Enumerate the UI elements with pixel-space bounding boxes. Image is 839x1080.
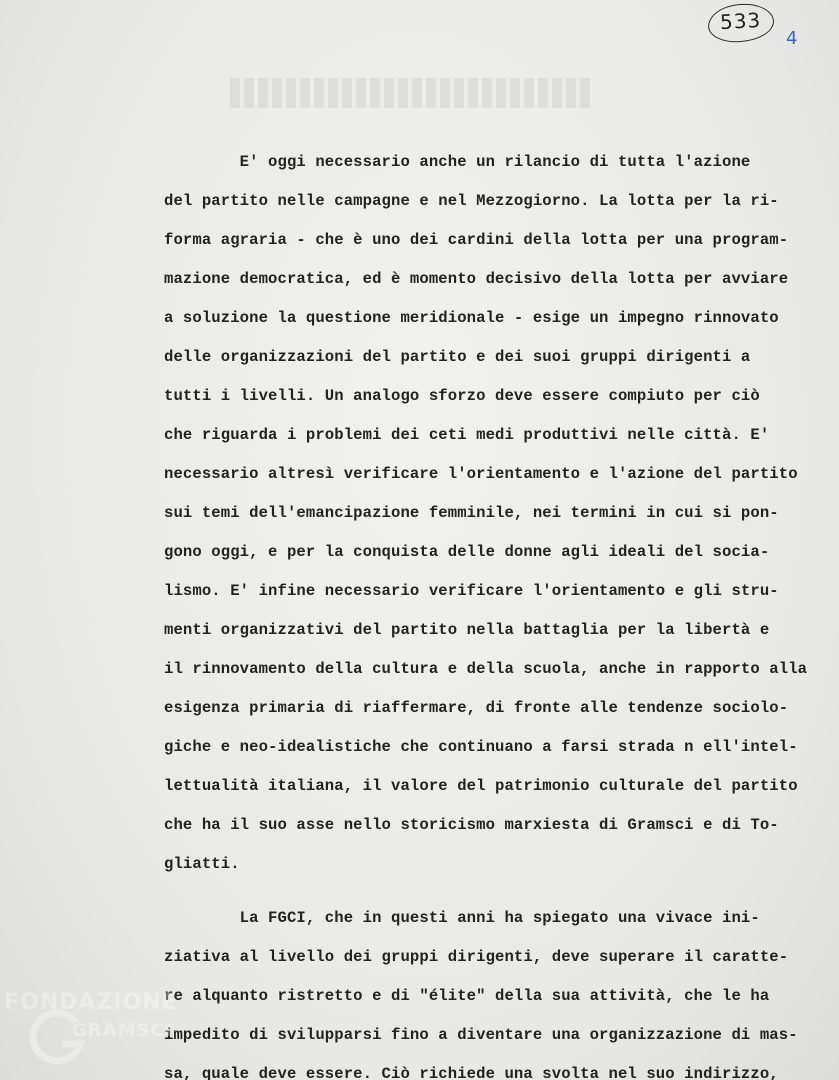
archive-number: 533 bbox=[719, 7, 762, 35]
text-line: sa, quale deve essere. Ciò richiede una svolta nel suo indirizzo, bbox=[164, 1065, 779, 1080]
text-line: gono oggi, e per la conquista delle donne agli ideali del socia- bbox=[164, 543, 770, 561]
text-line: del partito nelle campagne e nel Mezzogiorno. La lotta per la ri- bbox=[164, 192, 779, 210]
text-line: E' oggi necessario anche un rilancio di tutta l'azione bbox=[164, 153, 751, 171]
watermark-line-1: FONDAZIONE bbox=[4, 990, 178, 1015]
typewritten-body bbox=[164, 143, 836, 1080]
text-line: delle organizzazioni del partito e dei suoi gruppi dirigenti a bbox=[164, 348, 751, 366]
paragraph-2 bbox=[164, 899, 836, 1080]
page-number: 4 bbox=[786, 28, 798, 49]
text-line: necessario altresì verificare l'orientamento e l'azione del partito bbox=[164, 465, 798, 483]
text-line: giche e neo-idealistiche che continuano a farsi strada n ell'intel- bbox=[164, 738, 798, 756]
text-line: impedito di svilupparsi fino a diventare una organizzazione di mas- bbox=[164, 1026, 798, 1044]
text-line: gliatti. bbox=[164, 855, 240, 873]
watermark-line-2: GRAMSCI bbox=[72, 1020, 173, 1041]
text-line: mazione democratica, ed è momento decisivo della lotta per avviare bbox=[164, 270, 789, 288]
text-line: a soluzione la questione meridionale - esige un impegno rinnovato bbox=[164, 309, 779, 327]
text-line: menti organizzativi del partito nella battaglia per la libertà e bbox=[164, 621, 770, 639]
text-line: esigenza primaria di riaffermare, di fronte alle tendenze sociolo- bbox=[164, 699, 789, 717]
text-line: tutti i livelli. Un analogo sforzo deve essere compiuto per ciò bbox=[164, 387, 760, 405]
fondazione-gramsci-watermark bbox=[4, 990, 224, 1080]
text-line: forma agraria - che è uno dei cardini della lotta per una program- bbox=[164, 231, 789, 249]
bleed-through-text bbox=[230, 78, 590, 108]
text-line: il rinnovamento della cultura e della scuola, anche in rapporto alla bbox=[164, 660, 808, 678]
text-line: lettualità italiana, il valore del patrimonio culturale del partito bbox=[164, 777, 798, 795]
paragraph-gap bbox=[164, 884, 836, 899]
text-line: che ha il suo asse nello storicismo marxiesta di Gramsci e di To- bbox=[164, 816, 779, 834]
text-line: ziativa al livello dei gruppi dirigenti, deve superare il caratte- bbox=[164, 948, 789, 966]
paragraph-1 bbox=[164, 143, 836, 884]
text-line: sui temi dell'emancipazione femminile, nei termini in cui si pon- bbox=[164, 504, 779, 522]
text-line: re alquanto ristretto e di "élite" della sua attività, che le ha bbox=[164, 987, 770, 1005]
text-line: lismo. E' infine necessario verificare l'orientamento e gli stru- bbox=[164, 582, 779, 600]
text-line: La FGCI, che in questi anni ha spiegato una vivace ini- bbox=[164, 909, 760, 927]
text-line: che riguarda i problemi dei ceti medi produttivi nelle città. E' bbox=[164, 426, 770, 444]
